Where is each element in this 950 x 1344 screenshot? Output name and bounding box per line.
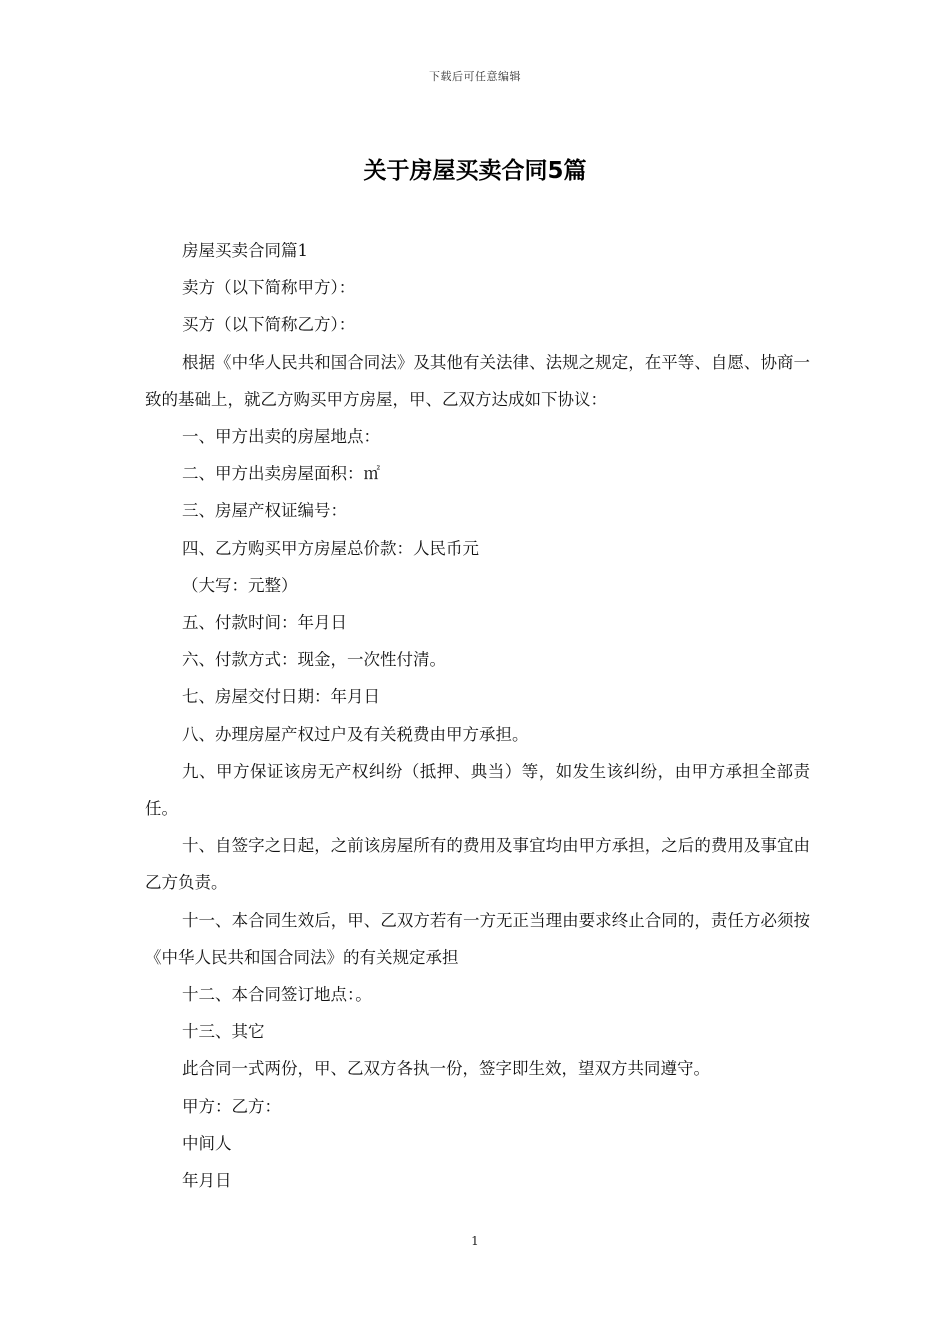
preamble-paragraph: 根据《中华人民共和国合同法》及其他有关法律、法规之规定，在平等、自愿、协商一致的基础上，就乙方购买甲方房屋，甲、乙双方达成如下协议：: [145, 352, 810, 409]
section-heading: 房屋买卖合同篇1: [182, 241, 308, 260]
closing-paragraph: 此合同一式两份，甲、乙双方各执一份，签字即生效，望双方共同遵守。: [182, 1059, 710, 1079]
signature-date: 年月日: [182, 1171, 232, 1191]
clause-4-amount-words: （大写：元整）: [182, 575, 298, 595]
clause-12: 十二、本合同签订地点：。: [182, 985, 372, 1005]
clause-8: 八、办理房屋产权过户及有关税费由甲方承担。: [182, 724, 529, 744]
signature-parties: 甲方：乙方：: [182, 1096, 281, 1116]
clause-2: 二、甲方出卖房屋面积：㎡: [182, 464, 380, 484]
clause-11: 十一、本合同生效后，甲、乙双方若有一方无正当理由要求终止合同的，责任方必须按《中华人民共和国合同法》的有关规定承担: [145, 910, 810, 967]
signature-intermediary: 中间人: [182, 1133, 232, 1153]
buyer-line: 买方（以下简称乙方）：: [182, 315, 356, 335]
document-body: [145, 232, 810, 1199]
document-title: 关于房屋买卖合同5篇: [363, 158, 587, 184]
seller-line: 卖方（以下简称甲方）：: [182, 278, 356, 298]
page-number: 1: [471, 1234, 479, 1248]
clause-4: 四、乙方购买甲方房屋总价款：人民币元: [182, 538, 479, 558]
clause-9: 九、甲方保证该房无产权纠纷（抵押、典当）等，如发生该纠纷，由甲方承担全部责任。: [145, 761, 810, 819]
clause-7: 七、房屋交付日期：年月日: [182, 687, 380, 707]
header-note: 下载后可任意编辑: [429, 70, 521, 83]
clause-13: 十三、其它: [182, 1022, 265, 1042]
clause-1: 一、甲方出卖的房屋地点：: [182, 427, 380, 447]
clause-5: 五、付款时间：年月日: [182, 613, 347, 633]
clause-6: 六、付款方式：现金，一次性付清。: [182, 650, 446, 670]
clause-3: 三、房屋产权证编号：: [182, 501, 347, 521]
clause-10: 十、自签字之日起，之前该房屋所有的费用及事宜均由甲方承担，之后的费用及事宜由乙方负责。: [145, 836, 810, 893]
